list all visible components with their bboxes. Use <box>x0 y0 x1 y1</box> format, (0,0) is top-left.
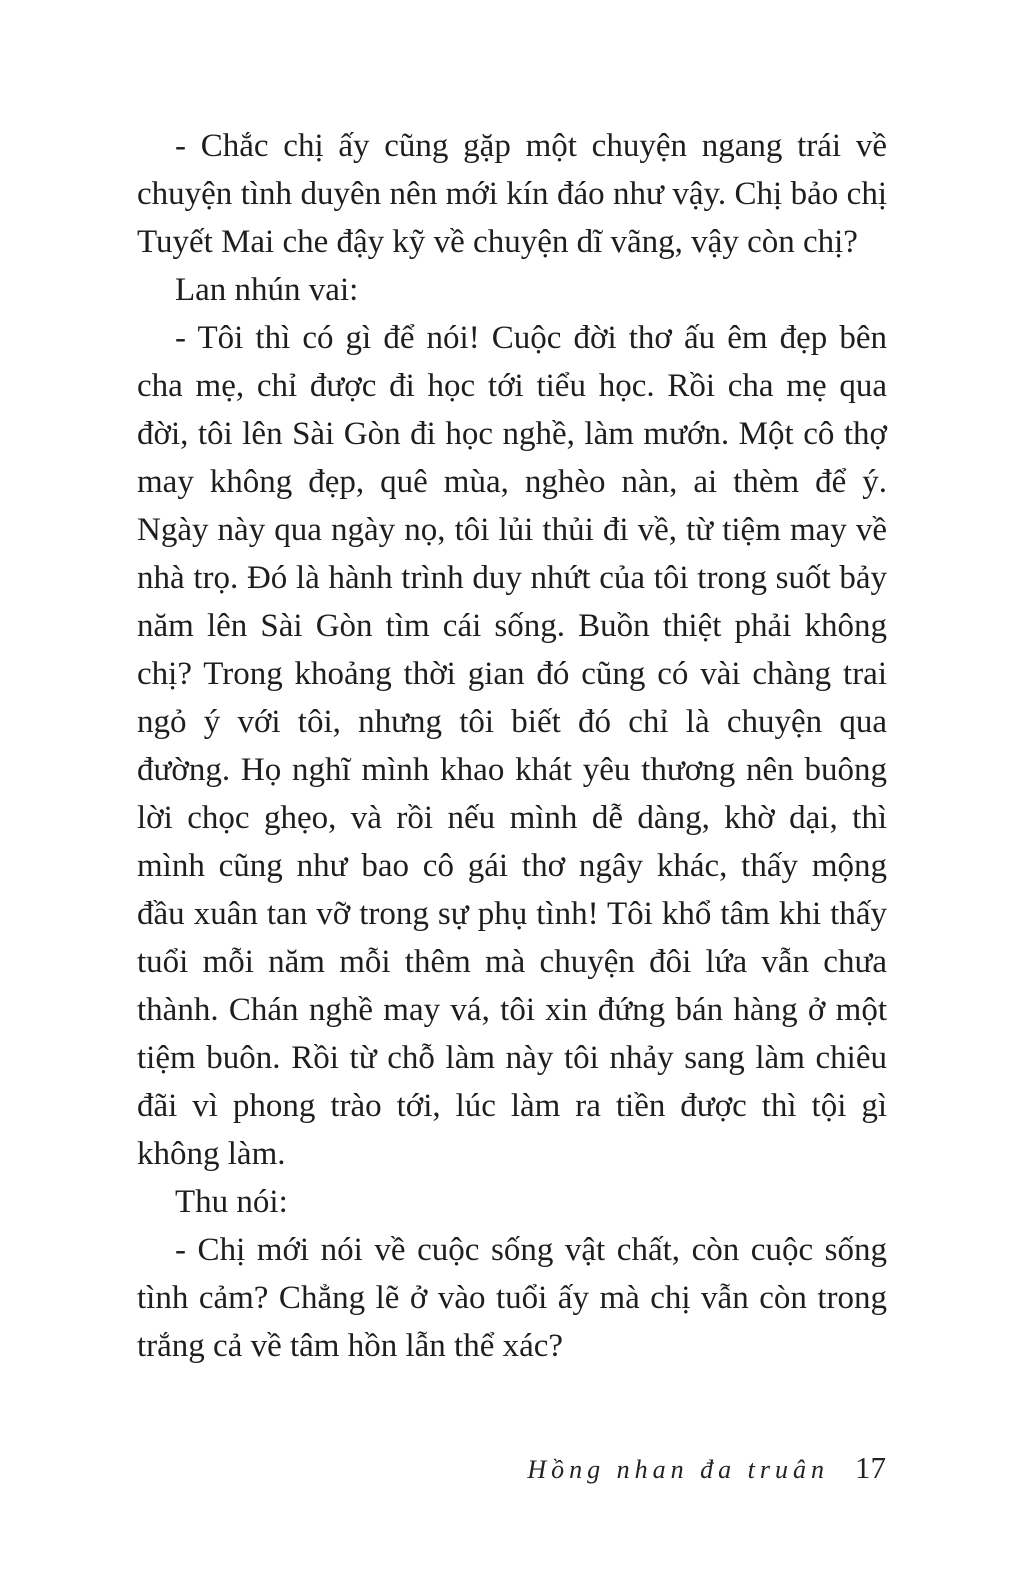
body-text <box>137 122 887 1370</box>
paragraph-narration-1: Lan nhún vai: <box>175 272 359 308</box>
paragraph-dialogue-3: - Chị mới nói về cuộc sống vật chất, còn cuộc sống tình cảm? Chẳng lẽ ở vào tuổi ấy mà chị vẫn còn trong trắng cả về tâm hồn lẫn thể xác? <box>137 1232 887 1364</box>
paragraph-narration-2: Thu nói: <box>175 1184 288 1220</box>
page-number: 17 <box>855 1450 886 1485</box>
page-footer <box>527 1450 886 1486</box>
running-title: Hồng nhan đa truân <box>527 1455 829 1484</box>
paragraph-dialogue-1: - Chắc chị ấy cũng gặp một chuyện ngang trái về chuyện tình duyên nên mới kín đáo như vậy. Chị bảo chị Tuyết Mai che đậy kỹ về chuyện dĩ vãng, vậy còn chị? <box>137 128 887 260</box>
paragraph-dialogue-2: - Tôi thì có gì để nói! Cuộc đời thơ ấu êm đẹp bên cha mẹ, chỉ được đi học tới tiểu học. Rồi cha mẹ qua đời, tôi lên Sài Gòn đi học nghề, làm mướn. Một cô thợ may không đẹp, quê mùa, nghèo nàn, ai thèm để ý. Ngày này qua ngày nọ, tôi lủi thủi đi về, từ tiệm may về nhà trọ. Đó là hành trình duy nhứt của tôi trong suốt bảy năm lên Sài Gòn tìm cái sống. Buồn thiệt phải không chị? Trong khoảng thời gian đó cũng có vài chàng trai ngỏ ý với tôi, nhưng tôi biết đó chỉ là chuyện qua đường. Họ nghĩ mình khao khát yêu thương nên buông lời chọc ghẹo, và rồi nếu mình dễ dàng, khờ dại, thì mình cũng như bao cô gái thơ ngây khác, thấy mộng đầu xuân tan vỡ trong sự phụ tình! Tôi khổ tâm khi thấy tuổi mỗi năm mỗi thêm mà chuyện đôi lứa vẫn chưa thành. Chán nghề may vá, tôi xin đứng bán hàng ở một tiệm buôn. Rồi từ chỗ làm này tôi nhảy sang làm chiêu đãi vì phong trào tới, lúc làm ra tiền được thì tội gì không làm. <box>137 320 887 1172</box>
